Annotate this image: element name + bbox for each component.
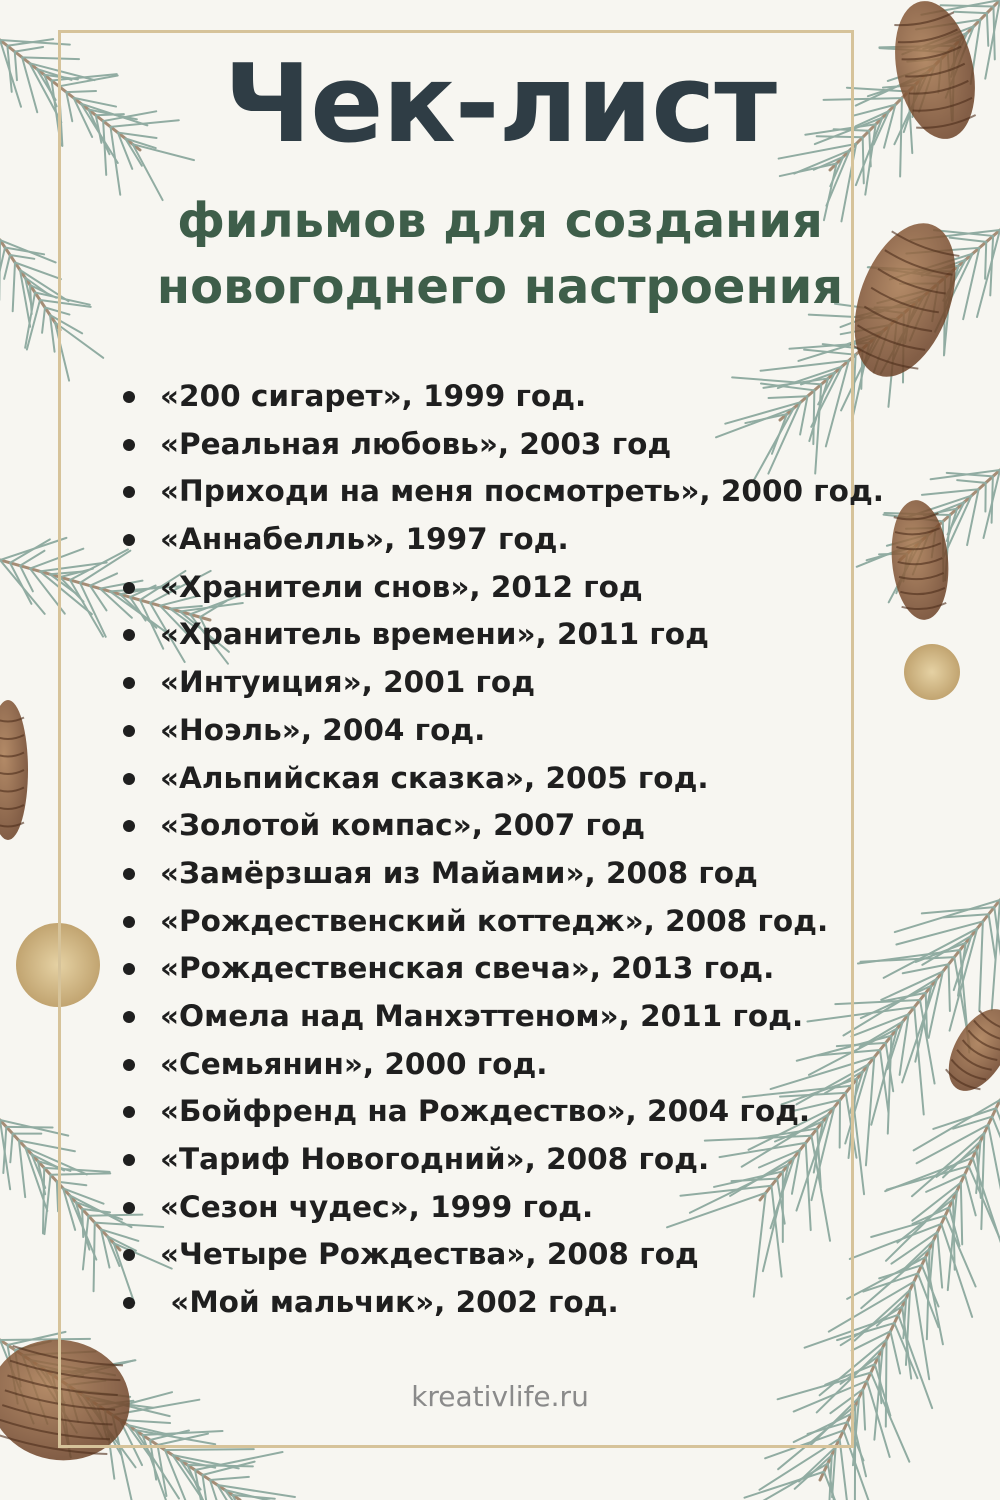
list-item bbox=[118, 1136, 978, 1184]
movie-title: «Приходи на меня посмотреть», 2000 год. bbox=[160, 474, 884, 509]
movie-title: «Хранитель времени», 2011 год bbox=[160, 617, 709, 652]
list-item bbox=[118, 993, 978, 1041]
bullet-icon bbox=[123, 1011, 135, 1023]
bullet-icon bbox=[123, 629, 135, 641]
list-item bbox=[118, 516, 978, 564]
bullet-icon bbox=[123, 820, 135, 832]
bullet-icon bbox=[123, 1154, 135, 1166]
list-item bbox=[118, 1088, 978, 1136]
bullet-icon bbox=[123, 725, 135, 737]
movie-title: «Мой мальчик», 2002 год. bbox=[160, 1285, 619, 1320]
movie-title: «Четыре Рождества», 2008 год bbox=[160, 1237, 699, 1272]
list-item bbox=[118, 468, 978, 516]
page-title: Чек-лист bbox=[223, 42, 777, 167]
list-item bbox=[118, 755, 978, 803]
movie-title: «Рождественский коттедж», 2008 год. bbox=[160, 903, 829, 938]
movie-title: «Тариф Новогодний», 2008 год. bbox=[160, 1142, 710, 1176]
movie-title: «Замёрзшая из Майами», 2008 год bbox=[160, 855, 758, 890]
movie-title: «Ноэль», 2004 год. bbox=[160, 712, 486, 747]
movie-title: «Реальная любовь», 2003 год bbox=[160, 426, 672, 461]
movie-title: «Омела над Манхэттеном», 2011 год. bbox=[160, 998, 804, 1033]
movie-title: «Аннабелль», 1997 год. bbox=[160, 522, 569, 557]
list-item bbox=[118, 850, 978, 898]
bullet-icon bbox=[123, 534, 135, 546]
bullet-icon bbox=[123, 1249, 135, 1261]
list-item bbox=[118, 1231, 978, 1279]
list-item bbox=[118, 611, 978, 659]
subtitle bbox=[0, 188, 1000, 320]
list-item bbox=[118, 1041, 978, 1089]
movie-title: «Хранители снов», 2012 год bbox=[160, 569, 643, 604]
subtitle-line-2: новогоднего настроения bbox=[156, 259, 844, 315]
list-item bbox=[118, 802, 978, 850]
subtitle-line-1: фильмов для создания bbox=[177, 193, 823, 249]
list-item bbox=[118, 1184, 978, 1232]
bullet-icon bbox=[123, 1297, 135, 1309]
bullet-icon bbox=[123, 868, 135, 880]
list-item bbox=[118, 898, 978, 946]
movie-title: «Рождественская свеча», 2013 год. bbox=[160, 951, 775, 986]
list-item bbox=[118, 421, 978, 469]
bullet-icon bbox=[123, 1202, 135, 1214]
bullet-icon bbox=[123, 391, 135, 403]
bullet-icon bbox=[123, 1059, 135, 1071]
movie-title: «Интуиция», 2001 год bbox=[160, 665, 536, 700]
list-item bbox=[118, 564, 978, 612]
list-item bbox=[118, 945, 978, 993]
list-item bbox=[118, 1279, 978, 1327]
list-item bbox=[118, 373, 978, 421]
movie-title: «Альпийская сказка», 2005 год. bbox=[160, 760, 709, 795]
bullet-icon bbox=[123, 963, 135, 975]
bullet-icon bbox=[123, 773, 135, 785]
movie-title: «Бойфренд на Рождество», 2004 год. bbox=[160, 1094, 811, 1129]
bullet-icon bbox=[123, 486, 135, 498]
bullet-icon bbox=[123, 439, 135, 451]
bullet-icon bbox=[123, 582, 135, 594]
movie-title: «Золотой компас», 2007 год bbox=[160, 808, 646, 843]
movie-title: «Сезон чудес», 1999 год. bbox=[160, 1189, 594, 1224]
bullet-icon bbox=[123, 1106, 135, 1118]
movie-list bbox=[118, 373, 978, 1327]
bullet-icon bbox=[123, 677, 135, 689]
site-watermark: kreativlife.ru bbox=[411, 1380, 589, 1413]
bullet-icon bbox=[123, 916, 135, 928]
movie-title: «200 сигарет», 1999 год. bbox=[160, 379, 587, 413]
movie-title: «Семьянин», 2000 год. bbox=[160, 1046, 548, 1081]
list-item bbox=[118, 659, 978, 707]
list-item bbox=[118, 707, 978, 755]
